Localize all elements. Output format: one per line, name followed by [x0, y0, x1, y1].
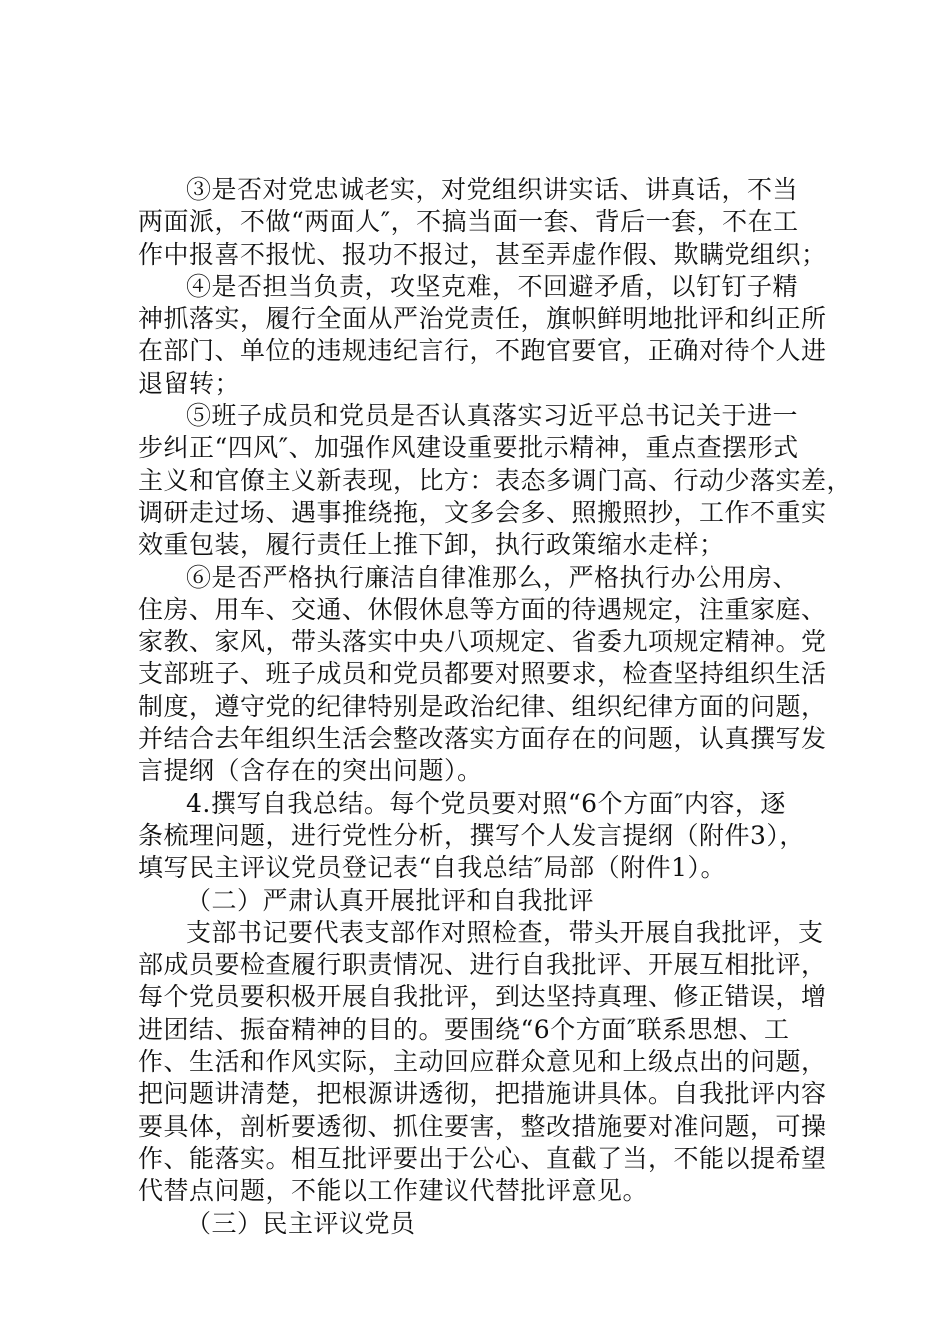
text-line: 进团结、振奋精神的目的。要围绕“6个方面″联系思想、工 — [138, 1014, 790, 1044]
text-line: ⑥是否严格执行廉洁自律准那么，严格执行办公用房、 — [186, 562, 799, 592]
text-line: 主义和官僚主义新表现，比方：表态多调门高、行动少落实差， — [138, 465, 853, 495]
text-line: 效重包装，履行责任上推下卸，执行政策缩水走样； — [138, 530, 725, 560]
text-line: 代替点问题，不能以工作建议代替批评意见。 — [138, 1176, 649, 1206]
text-line: 支部书记要代表支部作对照检查，带头开展自我批评，支 — [186, 917, 824, 947]
text-line: 作中报喜不报忧、报功不报过，甚至弄虚作假、欺瞒党组织； — [138, 239, 827, 269]
text-line: 住房、用车、交通、休假休息等方面的待遇规定，注重家庭、 — [138, 594, 827, 624]
text-line: 条梳理问题，进行党性分析，撰写个人发言提纲（附件3）， — [138, 820, 805, 850]
text-line: 制度，遵守党的纪律特别是政治纪律、组织纪律方面的问题， — [138, 691, 827, 721]
text-line: 神抓落实，履行全面从严治党责任，旗帜鲜明地批评和纠正所 — [138, 304, 827, 334]
text-line: 言提纲（含存在的突出问题）。 — [138, 756, 483, 786]
text-line: 把问题讲清楚，把根源讲透彻，把措施讲具体。自我批评内容 — [138, 1079, 827, 1109]
text-line: 填写民主评议党员登记表“自我总结″局部（附件1）。 — [138, 853, 727, 883]
text-line: 每个党员要积极开展自我批评，到达坚持真理、修正错误，增 — [138, 982, 827, 1012]
text-line: 两面派，不做“两面人″，不搞当面一套、背后一套，不在工 — [138, 207, 799, 237]
text-line: 在部门、单位的违规违纪言行，不跑官要官，正确对待个人进 — [138, 336, 827, 366]
document-body — [138, 174, 853, 1240]
text-line: ③是否对党忠诚老实，对党组织讲实话、讲真话，不当 — [186, 175, 799, 204]
text-line: 家教、家风，带头落实中央八项规定、省委九项规定精神。党 — [138, 627, 827, 657]
text-line: 作、能落实。相互批评要出于公心、直截了当，不能以提希望 — [138, 1143, 827, 1173]
text-line: 退留转； — [138, 368, 241, 398]
section-heading: （二）严肃认真开展批评和自我批评 — [186, 885, 595, 915]
text-line: 支部班子、班子成员和党员都要对照要求，检查坚持组织生活 — [138, 659, 827, 689]
text-line: 部成员要检查履行职责情况、进行自我批评、开展互相批评， — [138, 950, 827, 980]
text-line: 调研走过场、遇事推绕拖，文多会多、照搬照抄，工作不重实 — [138, 497, 827, 527]
text-line: 要具体，剖析要透彻、抓住要害，整改措施要对准问题，可操 — [138, 1111, 827, 1141]
text-line: 作、生活和作风实际，主动回应群众意见和上级点出的问题， — [138, 1047, 827, 1077]
text-line: 4.撰写自我总结。每个党员要对照“6个方面″内容，逐 — [186, 788, 786, 818]
section-heading: （三）民主评议党员 — [186, 1208, 416, 1238]
text-line: 步纠正“四风″、加强作风建设重要批示精神，重点查摆形式 — [138, 433, 799, 463]
text-line: 并结合去年组织生活会整改落实方面存在的问题，认真撰写发 — [138, 724, 827, 754]
text-line: ⑤班子成员和党员是否认真落实习近平总书记关于进一 — [186, 401, 799, 431]
text-line: ④是否担当负责，攻坚克难，不回避矛盾，以钉钉子精 — [186, 271, 799, 301]
